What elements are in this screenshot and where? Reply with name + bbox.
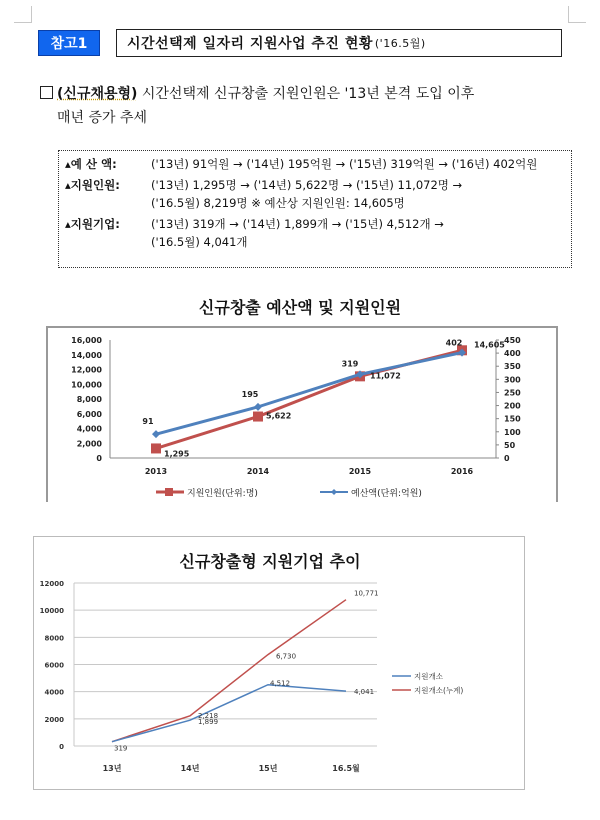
y-left-tick: 6,000 bbox=[76, 409, 102, 419]
legend-cumulative-label: 지원개소(누계) bbox=[414, 686, 464, 695]
x-tick: 14년 bbox=[180, 764, 200, 773]
summary-value: ('13년) 1,295명 → ('14년) 5,622명 → ('15년) 11,072명 → bbox=[151, 178, 463, 192]
crop-mark-right-v bbox=[568, 6, 569, 22]
intro-text-line2: 매년 증가 추세 bbox=[57, 110, 148, 126]
data-label: 5,622 bbox=[266, 411, 292, 421]
y-tick: 6000 bbox=[44, 661, 64, 670]
intro-paragraph bbox=[40, 82, 580, 130]
summary-value-cont: ('16.5월) 8,219명 ※ 예산상 지원인원: 14,605명 bbox=[151, 196, 405, 210]
series-count-line bbox=[112, 685, 346, 742]
data-label: 1,295 bbox=[164, 449, 190, 459]
summary-row-people bbox=[65, 176, 565, 212]
data-label: 6,730 bbox=[276, 652, 297, 661]
y-left-tick: 2,000 bbox=[76, 439, 102, 449]
chart1-canvas bbox=[48, 328, 556, 504]
y-left-tick: 4,000 bbox=[76, 424, 102, 434]
summary-value: ('13년) 91억원 → ('14년) 195억원 → ('15년) 319억원 → ('16년) 402억원 bbox=[151, 157, 538, 171]
series-budget-line bbox=[156, 353, 462, 435]
summary-value: ('13년) 319개 → ('14년) 1,899개 → ('15년) 4,512개 → bbox=[151, 217, 444, 231]
crop-mark-left-h bbox=[14, 22, 32, 23]
y-tick: 0 bbox=[59, 743, 64, 751]
summary-label: ▴예 산 액: bbox=[65, 157, 117, 171]
y-left-tick: 10,000 bbox=[71, 380, 102, 390]
x-tick: 13년 bbox=[102, 764, 122, 773]
data-label: 195 bbox=[241, 389, 259, 399]
data-label: 11,072 bbox=[370, 371, 401, 381]
y-left-tick: 0 bbox=[96, 454, 102, 463]
legend-budget-label: 예산액(단위:억원) bbox=[351, 489, 422, 499]
y-right-tick: 150 bbox=[504, 414, 521, 424]
diamond-marker-icon bbox=[152, 430, 160, 438]
y-left-tick: 12,000 bbox=[71, 365, 102, 375]
y-tick: 10000 bbox=[39, 607, 64, 616]
x-tick: 2013 bbox=[144, 467, 168, 476]
y-right-tick: 50 bbox=[504, 440, 516, 450]
y-tick: 4000 bbox=[44, 688, 64, 697]
y-right-tick: 250 bbox=[504, 388, 521, 398]
x-tick: 15년 bbox=[258, 764, 278, 773]
series-people-line bbox=[156, 350, 462, 448]
data-label: 91 bbox=[142, 417, 154, 427]
intro-label: (신규채용형) bbox=[57, 86, 138, 102]
summary-label: ▴지원기업: bbox=[65, 217, 120, 231]
summary-box bbox=[58, 150, 572, 268]
section-header bbox=[38, 29, 562, 57]
y-right-tick: 300 bbox=[504, 375, 521, 385]
chart-supported-companies bbox=[33, 536, 525, 790]
x-tick: 2015 bbox=[348, 467, 372, 476]
legend-people-label: 지원인원(단위:명) bbox=[187, 489, 258, 499]
y-right-tick: 350 bbox=[504, 362, 521, 372]
summary-label: ▴지원인원: bbox=[65, 178, 120, 192]
crop-mark-right-h bbox=[568, 22, 586, 23]
legend-diamond-icon bbox=[331, 489, 337, 495]
y-right-tick: 200 bbox=[504, 401, 521, 411]
chart2-canvas bbox=[34, 537, 524, 789]
legend-square-icon bbox=[165, 488, 173, 496]
y-left-tick: 8,000 bbox=[76, 395, 102, 404]
chart1-title: 신규창출 예산액 및 지원인원 bbox=[198, 298, 402, 317]
data-label: 319 bbox=[341, 359, 359, 369]
y-right-tick: 100 bbox=[504, 427, 521, 437]
y-tick: 12000 bbox=[39, 580, 64, 588]
x-tick: 2016 bbox=[450, 467, 474, 476]
data-label: 4,512 bbox=[270, 679, 291, 688]
y-right-tick: 450 bbox=[504, 336, 521, 345]
summary-row-companies bbox=[65, 215, 565, 251]
legend-count-label: 지원개소 bbox=[414, 672, 443, 681]
data-label: 10,771 bbox=[354, 589, 379, 598]
diamond-marker-icon bbox=[254, 403, 262, 411]
title-text: 시간선택제 일자리 지원사업 추진 현황 bbox=[127, 36, 373, 52]
y-right-tick: 0 bbox=[504, 454, 510, 463]
data-label: 1,899 bbox=[198, 718, 219, 727]
data-label: 402 bbox=[445, 338, 463, 348]
checkbox-bullet-icon bbox=[40, 86, 53, 99]
y-tick: 8000 bbox=[44, 634, 64, 643]
data-label: 14,605 bbox=[474, 340, 505, 350]
intro-text-line1: 시간선택제 신규창출 지원인원은 '13년 본격 도입 이후 bbox=[141, 86, 475, 102]
summary-row-budget bbox=[65, 155, 565, 173]
chart-budget-and-people bbox=[46, 326, 558, 502]
y-left-tick: 16,000 bbox=[71, 336, 102, 345]
y-left-tick: 14,000 bbox=[71, 350, 102, 360]
y-tick: 2000 bbox=[44, 715, 64, 724]
square-marker-icon bbox=[253, 412, 263, 422]
y-right-tick: 400 bbox=[504, 349, 521, 359]
data-label: 319 bbox=[114, 744, 128, 753]
summary-value-cont: ('16.5월) 4,041개 bbox=[151, 235, 248, 249]
title-date: ('16.5월) bbox=[374, 37, 426, 50]
square-marker-icon bbox=[151, 443, 161, 453]
x-tick: 16.5월 bbox=[332, 764, 360, 773]
data-label: 2,218 bbox=[198, 711, 219, 720]
page-title bbox=[116, 29, 562, 57]
reference-badge: 참고1 bbox=[38, 30, 100, 56]
crop-mark-left-v bbox=[31, 6, 32, 22]
chart2-title: 신규창출형 지원기업 추이 bbox=[179, 552, 361, 571]
data-label: 4,041 bbox=[354, 688, 375, 697]
series-cumulative-line bbox=[112, 600, 346, 742]
x-tick: 2014 bbox=[246, 467, 270, 476]
